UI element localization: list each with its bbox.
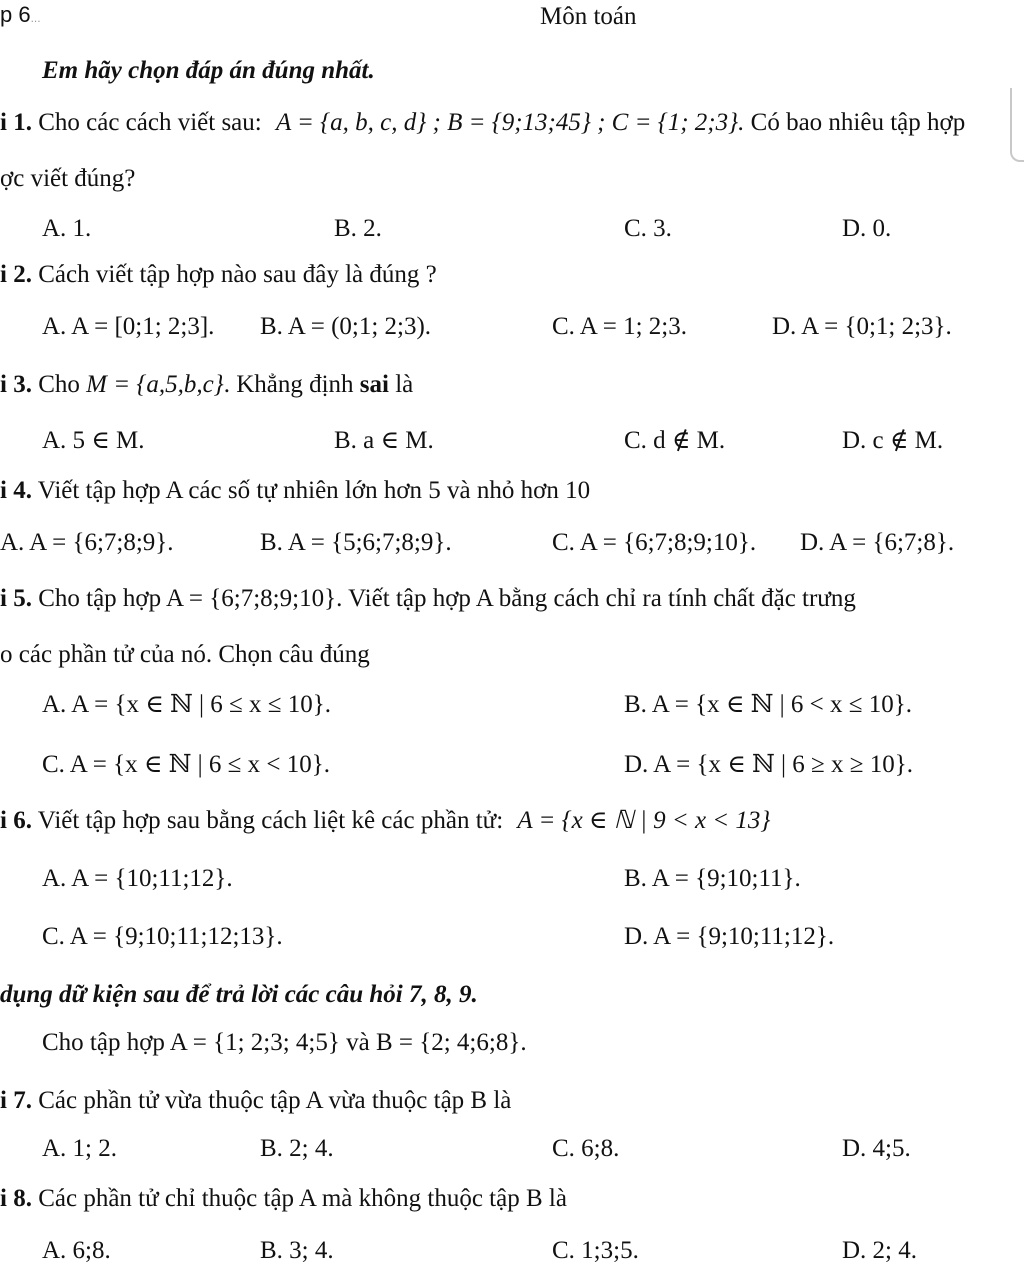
- q2-option-b[interactable]: B. A = (0;1; 2;3).: [260, 313, 432, 340]
- q6-option-a[interactable]: A. A = {10;11;12}.: [42, 865, 233, 892]
- q1-option-c[interactable]: C. 3.: [624, 215, 672, 242]
- q3-option-d[interactable]: D. c ∉ M.: [842, 427, 944, 454]
- q8-option-c[interactable]: C. 1;3;5.: [552, 1237, 639, 1264]
- q1-option-b[interactable]: B. 2.: [334, 215, 382, 242]
- q1-option-a[interactable]: A. 1.: [42, 215, 92, 242]
- q1-option-d[interactable]: D. 0.: [842, 215, 892, 242]
- q2-option-a[interactable]: A. A = [0;1; 2;3].: [42, 313, 215, 340]
- page-number: p 6...: [0, 2, 41, 27]
- q6-option-c[interactable]: C. A = {9;10;11;12;13}.: [42, 923, 283, 950]
- scrollbar-edge: [1010, 88, 1024, 162]
- question-2: i 2. Cách viết tập hợp nào sau đây là đúng ?: [0, 261, 437, 288]
- q4-option-d[interactable]: D. A = {6;7;8}.: [800, 529, 955, 556]
- q3-option-c[interactable]: C. d ∉ M.: [624, 427, 726, 454]
- q6-option-b[interactable]: B. A = {9;10;11}.: [624, 865, 801, 892]
- q5-option-a[interactable]: A. A = {x ∈ ℕ | 6 ≤ x ≤ 10}.: [42, 691, 332, 718]
- subject-title: Môn toán: [540, 3, 637, 30]
- question-6: i 6. Viết tập hợp sau bằng cách liệt kê các phần tử: A = {x ∈ ℕ | 9 < x < 13}: [0, 807, 771, 834]
- q2-option-c[interactable]: C. A = 1; 2;3.: [552, 313, 687, 340]
- q7-option-b[interactable]: B. 2; 4.: [260, 1135, 334, 1162]
- question-3: i 3. Cho M = {a,5,b,c}. Khẳng định sai là: [0, 371, 414, 398]
- question-4: i 4. Viết tập hợp A các số tự nhiên lớn hơn 5 và nhỏ hơn 10: [0, 477, 591, 504]
- q6-option-d[interactable]: D. A = {9;10;11;12}.: [624, 923, 835, 950]
- q7-option-c[interactable]: C. 6;8.: [552, 1135, 620, 1162]
- q7-option-a[interactable]: A. 1; 2.: [42, 1135, 117, 1162]
- section-heading: dụng dữ kiện sau để trả lời các câu hỏi 7, 8, 9.: [0, 981, 478, 1008]
- q4-option-a[interactable]: A. A = {6;7;8;9}.: [0, 529, 174, 556]
- q4-option-c[interactable]: C. A = {6;7;8;9;10}.: [552, 529, 757, 556]
- q5-option-c[interactable]: C. A = {x ∈ ℕ | 6 ≤ x < 10}.: [42, 751, 331, 778]
- question-5: i 5. Cho tập hợp A = {6;7;8;9;10}. Viết tập hợp A bằng cách chỉ ra tính chất đặc trưng: [0, 585, 856, 612]
- q3-option-a[interactable]: A. 5 ∈ M.: [42, 427, 145, 454]
- question-8: i 8. Các phần tử chỉ thuộc tập A mà không thuộc tập B là: [0, 1185, 567, 1212]
- q5-option-d[interactable]: D. A = {x ∈ ℕ | 6 ≥ x ≥ 10}.: [624, 751, 914, 778]
- question-1: i 1. Cho các cách viết sau: A = {a, b, c, d} ; B = {9;13;45} ; C = {1; 2;3}. Có bao nhiêu tập hợp: [0, 109, 966, 136]
- q2-option-d[interactable]: D. A = {0;1; 2;3}.: [772, 313, 952, 340]
- q7-option-d[interactable]: D. 4;5.: [842, 1135, 911, 1162]
- q8-option-a[interactable]: A. 6;8.: [42, 1237, 111, 1264]
- q3-option-b[interactable]: B. a ∈ M.: [334, 427, 434, 454]
- question-5-line2: o các phần tử của nó. Chọn câu đúng: [0, 641, 370, 668]
- q8-option-b[interactable]: B. 3; 4.: [260, 1237, 334, 1264]
- q4-option-b[interactable]: B. A = {5;6;7;8;9}.: [260, 529, 452, 556]
- q5-option-b[interactable]: B. A = {x ∈ ℕ | 6 < x ≤ 10}.: [624, 691, 913, 718]
- instruction-heading: Em hãy chọn đáp án đúng nhất.: [42, 57, 375, 84]
- q8-option-d[interactable]: D. 2; 4.: [842, 1237, 917, 1264]
- question-7: i 7. Các phần tử vừa thuộc tập A vừa thuộc tập B là: [0, 1087, 512, 1114]
- given-sets: Cho tập hợp A = {1; 2;3; 4;5} và B = {2; 4;6;8}.: [42, 1029, 527, 1056]
- question-1-line2: ợc viết đúng?: [0, 165, 136, 192]
